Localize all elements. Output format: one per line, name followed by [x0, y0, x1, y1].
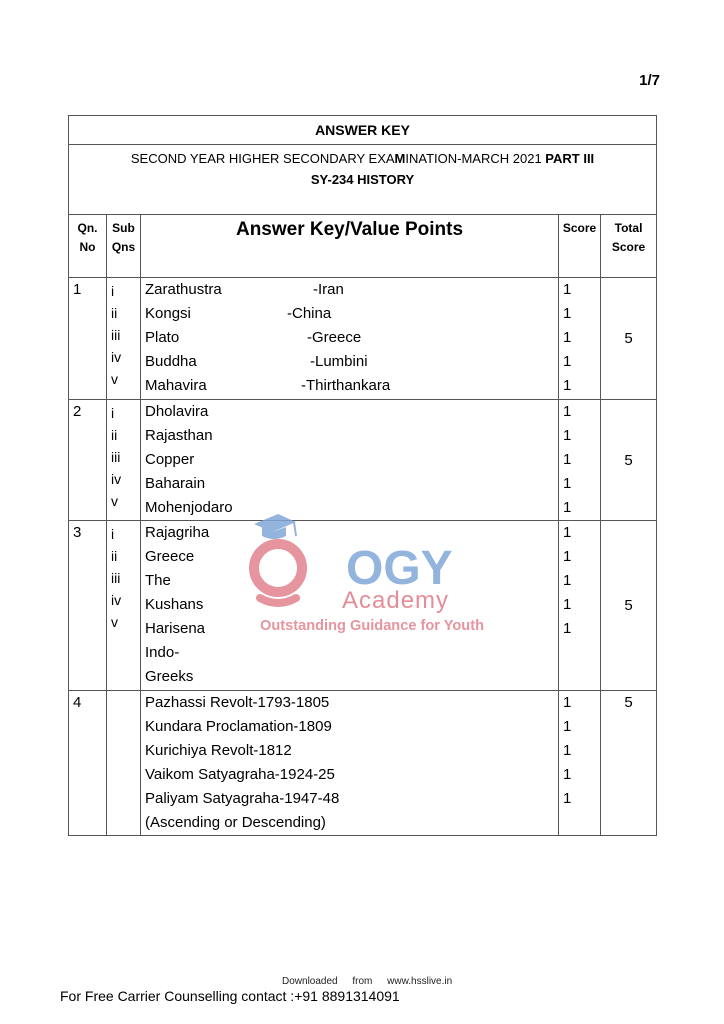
- header-score: Score: [559, 215, 601, 278]
- title-row: [69, 116, 657, 145]
- header-row: [69, 215, 657, 278]
- list-item: (Ascending or Descending): [145, 814, 326, 831]
- header-sub-qns: Sub Qns: [107, 215, 141, 278]
- sub-questions: i ii iii iv v: [107, 521, 141, 691]
- total-score: 5: [601, 521, 657, 691]
- exam-row: [69, 145, 657, 215]
- total-score: 5: [601, 691, 657, 836]
- list-item: Rajagriha: [145, 524, 210, 541]
- ogy-ring-icon: [254, 544, 302, 603]
- scores: 1 1 1 1 1: [559, 400, 601, 521]
- total-score: 5: [601, 400, 657, 521]
- table-row: [69, 691, 657, 836]
- list-item: Zarathustra -Iran: [145, 281, 344, 298]
- header-total-score: Total Score: [601, 215, 657, 278]
- list-item: Paliyam Satyagraha-1947-48: [145, 790, 340, 807]
- list-item: Mahavira -Thirthankara: [145, 377, 391, 394]
- table-title: ANSWER KEY: [69, 116, 657, 145]
- list-item: Dholavira: [145, 403, 209, 420]
- scores: 1 1 1 1 1: [559, 691, 601, 836]
- sub-questions: i ii iii iv v: [107, 400, 141, 521]
- list-item: Kurichiya Revolt-1812: [145, 742, 292, 759]
- watermark-academy: Academy: [342, 587, 450, 614]
- watermark-tagline: Outstanding Guidance for Youth: [260, 617, 484, 634]
- list-item: Kongsi -China: [145, 305, 332, 322]
- list-item: Kundara Proclamation-1809: [145, 718, 332, 735]
- sub-questions: i ii iii iv v: [107, 278, 141, 400]
- answers: [141, 400, 559, 521]
- question-number: 2: [69, 400, 107, 521]
- header-qn-no: Qn. No: [69, 215, 107, 278]
- list-item: Indo-: [145, 644, 180, 661]
- list-item: Harisena: [145, 620, 206, 637]
- list-item: The: [145, 572, 171, 589]
- list-item: Kushans: [145, 596, 204, 613]
- total-score: 5: [601, 278, 657, 400]
- list-item: Baharain: [145, 475, 206, 492]
- list-item: Buddha -Lumbini: [145, 353, 368, 370]
- scores: 1 1 1 1 1: [559, 521, 601, 691]
- list-item: Greeks: [145, 668, 194, 685]
- question-number: 1: [69, 278, 107, 400]
- ogy-academy-watermark: [238, 512, 498, 636]
- answers: [141, 278, 559, 400]
- list-item: Plato -Greece: [145, 329, 362, 346]
- scores: 1 1 1 1 1: [559, 278, 601, 400]
- exam-name: SECOND YEAR HIGHER SECONDARY EXAMINATION-MARCH 2021 PART III: [130, 151, 595, 166]
- exam-info: [69, 145, 657, 215]
- answer-key-table: [68, 115, 657, 836]
- table-row: [69, 400, 657, 521]
- list-item: Greece: [145, 548, 195, 565]
- page-number: 1/7: [639, 72, 660, 89]
- watermark-brand: OGY: [346, 542, 453, 595]
- list-item: Pazhassi Revolt-1793-1805: [145, 694, 330, 711]
- downloaded-from: Downloaded from www.hsslive.in: [282, 976, 453, 987]
- counselling-contact: For Free Carrier Counselling contact :+91 8891314091: [60, 988, 400, 1004]
- question-number: 4: [69, 691, 107, 836]
- table-row: [69, 278, 657, 400]
- list-item: Copper: [145, 451, 195, 468]
- question-number: 3: [69, 521, 107, 691]
- list-item: Mohenjodaro: [145, 499, 233, 516]
- sub-questions: [107, 691, 141, 836]
- header-answer: Answer Key/Value Points: [141, 215, 559, 278]
- answers: [141, 691, 559, 836]
- list-item: Vaikom Satyagraha-1924-25: [145, 766, 335, 783]
- graduation-cap-icon: [254, 514, 296, 539]
- exam-subject: SY-234 HISTORY: [310, 172, 415, 187]
- list-item: Rajasthan: [145, 427, 213, 444]
